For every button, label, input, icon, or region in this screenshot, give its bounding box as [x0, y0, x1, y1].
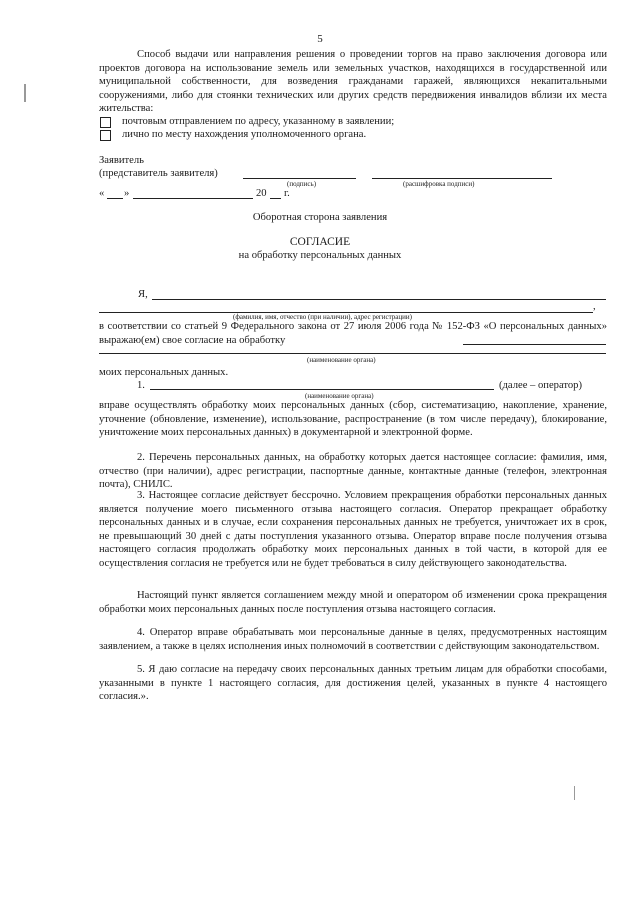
- decode-line: [372, 178, 552, 179]
- option-personal-label: лично по месту нахождения уполномоченного органа.: [122, 129, 367, 140]
- reverse-side-heading: Оборотная сторона заявления: [252, 212, 388, 223]
- operator-line[interactable]: [150, 389, 494, 390]
- checkbox-personal[interactable]: [100, 130, 111, 141]
- representative-label: (представитель заявителя): [99, 168, 218, 179]
- operator-suffix: (далее – оператор): [499, 380, 583, 391]
- organ-caption-2: (наименование органа): [305, 392, 374, 400]
- date-close-quote: »: [124, 188, 130, 199]
- i-label: Я,: [138, 289, 148, 300]
- law-paragraph: в соответствии со статьей 9 Федерального закона от 27 июля 2006 года № 152-ФЗ «О персональных данных» выражаю(ем) свое согласие на обработку: [99, 321, 607, 346]
- decode-caption: (расшифровка подписи): [403, 180, 475, 188]
- my-data-label: моих персональных данных.: [99, 367, 229, 378]
- name-caption: (фамилия, имя, отчество (при наличии), адрес регистрации): [233, 313, 412, 321]
- item4-paragraph: 4. Оператор вправе обрабатывать мои персональные данные в целях, предусмотренных настоящим заявлением, а также в целях исполнения иных полномочий в соответствии с действующим законодательством.: [99, 627, 607, 652]
- organ-caption-1: (наименование органа): [307, 356, 376, 364]
- item1-number: 1.: [137, 380, 145, 391]
- name-trailing-comma: ,: [593, 301, 596, 312]
- scan-speck: [24, 84, 26, 102]
- date-year-line: [270, 198, 281, 199]
- date-day-line: [107, 198, 123, 199]
- organ-line-1[interactable]: [463, 344, 606, 345]
- page-number: 5: [317, 33, 323, 45]
- item3b-paragraph: Настоящий пункт является соглашением между мной и оператором об изменении срока прекращения обработки моих персональных данных после поступления отзыва настоящего согласия.: [99, 590, 607, 615]
- date-open-quote: «: [99, 188, 105, 199]
- year-suffix: г.: [284, 188, 290, 199]
- item3-paragraph: 3. Настоящее согласие действует бессрочно. Условием прекращения обработки персональных данных является получение моего письменного отзыва настоящего согласия. Оператор прекращает обработку персональных данных и в случае, если сохранения персональных данных не требуется, уничтожает их в срок, не превышающий 30 дней с даты поступления указанного отзыва. Оператор вправе после получения отзыва настоящего согласия продолжать обработку моих персональных данных в той части, в которой для ее осуществления согласия не требуется или не будет требоваться в силу действующего законодательства.: [99, 490, 607, 569]
- organ-line-2[interactable]: [99, 353, 606, 354]
- consent-title: СОГЛАСИЕ: [289, 236, 351, 248]
- signature-line: [243, 178, 356, 179]
- option-mail-label: почтовым отправлением по адресу, указанному в заявлении;: [122, 116, 395, 127]
- consent-subtitle: на обработку персональных данных: [238, 250, 402, 261]
- item2-paragraph: 2. Перечень персональных данных, на обработку которых дается настоящее согласие: фамилия, имя, отчество (при наличии), адрес регистрации, паспортные данные, контактные данные (телефон, электронная почта), СНИЛС.: [99, 452, 607, 491]
- scan-speck: [574, 786, 575, 800]
- applicant-label: Заявитель: [99, 155, 145, 166]
- name-line-1[interactable]: [152, 299, 606, 300]
- year-prefix: 20: [256, 188, 267, 199]
- item5-paragraph: 5. Я даю согласие на передачу своих персональных данных третьим лицам для обработки способами, указанными в пункте 1 настоящего согласия, для достижения целей, указанных в пункте 4 настоящего согласия.».: [99, 664, 607, 703]
- date-month-line: [133, 198, 253, 199]
- signature-caption: (подпись): [287, 180, 317, 188]
- checkbox-mail[interactable]: [100, 117, 111, 128]
- delivery-method-paragraph: Способ выдачи или направления решения о проведении торгов на право заключения договора или проектов договора на использование земель или земельных участков, находящихся в государственной или муниципальной собственности, для возведения гражданами гаражей, являющихся некапитальными сооружениями, либо для стоянки технических или других средств передвижения инвалидов вблизи их места жительства:: [99, 49, 607, 115]
- item1-paragraph: вправе осуществлять обработку моих персональных данных (сбор, систематизацию, накопление, хранение, уточнение (обновление, изменение), использование, распространение (в том числе передачу), блокирование, уничтожение моих персональных данных) в документарной и электронной форме.: [99, 400, 607, 439]
